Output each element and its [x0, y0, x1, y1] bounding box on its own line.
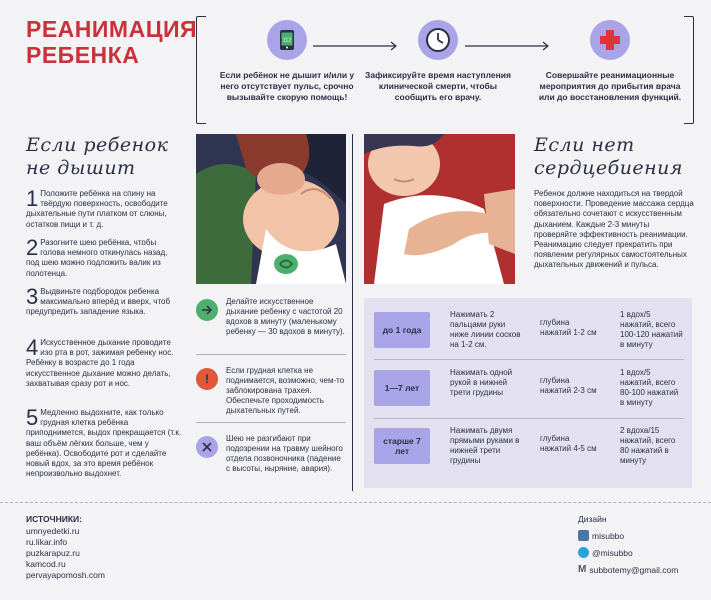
exclamation-icon: ! — [196, 368, 218, 390]
step-resuscitate — [535, 20, 685, 103]
telegram-icon — [578, 547, 589, 558]
arrow-right-icon — [196, 299, 218, 321]
cross-icon — [196, 436, 218, 458]
compression-table — [364, 298, 692, 488]
tip-blocked-airway — [196, 366, 346, 426]
clock-icon — [418, 20, 458, 60]
tip-text: Делайте искусственное дыхание ребенку с частотой 20 вдохов в минуту (маленькому ребенку — 30 вдохов в минуту). — [226, 297, 345, 336]
age-badge: 1—7 лет — [374, 370, 430, 406]
social-vk[interactable]: misubbo — [578, 530, 624, 541]
divider — [196, 354, 346, 355]
depth-cell: глубина нажатий 1-2 см — [540, 318, 597, 337]
chest-compression-illustration — [364, 134, 515, 284]
table-row — [374, 422, 684, 472]
step-text: Если ребёнок не дышит и/или у него отсутствует пульс, срочно вызывайте скорую помощь! — [219, 70, 355, 102]
source-link[interactable]: umnyedetki.ru — [26, 526, 80, 536]
method-cell: Нажимать одной рукой в нижней трети грудины — [450, 368, 513, 397]
age-badge: старше 7 лет — [374, 428, 430, 464]
list-item: 2 Разогните шею ребёнка, чтобы голова немного откинулась назад, под шею можно подложить валик из полотенца. — [26, 235, 168, 278]
step-record-time — [363, 20, 513, 103]
ratio-cell: 1 вдох/5 нажатий, всего 100-120 нажатий в минуту — [620, 310, 683, 349]
step-call-ambulance — [212, 20, 362, 103]
source-link[interactable]: kamcod.ru — [26, 559, 66, 569]
rescue-breathing-illustration — [196, 134, 346, 284]
depth-cell: глубина нажатий 4-5 см — [540, 434, 597, 453]
depth-cell: глубина нажатий 2-3 см — [540, 376, 597, 395]
table-row — [374, 364, 684, 414]
list-item: 5 Медленно выдохните, как только грудная клетка ребёнка приподнимется, выдох прекращается (т.к. ваш объём лёгких больше, чем у ребёнка). Освободите рот и сделайте новый вдох, за это время ребёнок непроизвольно выдохнет. — [26, 405, 182, 479]
ratio-cell: 1 вдох/5 нажатий, всего 80-100 нажатий в минуту — [620, 368, 679, 407]
sources-title: ИСТОЧНИКИ: — [26, 514, 82, 524]
list-item: 3 Выдвиньте подбородок ребенка максимально вперёд и вверх, чтоб предупредить западение языка. — [26, 284, 171, 317]
step-text: Совершайте реанимационные мероприятия до прибытия врача или до восстановления функций. — [538, 70, 682, 102]
medical-cross-icon — [590, 20, 630, 60]
gmail-icon: M — [578, 564, 587, 575]
divider — [352, 134, 353, 491]
source-link[interactable]: puzkarapuz.ru — [26, 548, 80, 558]
source-link[interactable]: pervayapomosh.com — [26, 570, 105, 580]
tip-breathing-rate — [196, 297, 346, 357]
ratio-cell: 2 вдоха/15 нажатий, всего 80 нажатий в минуту — [620, 426, 676, 465]
social-email[interactable]: M subbotemy@gmail.com — [578, 564, 679, 575]
list-item: 4 Искусственное дыхание проводите изо рта в рот, зажимая ребенку нос. Ребёнку в возрасте до 1 года искусственное дыхание можно делать, захватывая сразу рот и нос. — [26, 335, 174, 388]
method-cell: Нажимать двумя прямыми руками в нижней трети грудины — [450, 426, 520, 465]
page-title: РЕАНИМАЦИЯ РЕБЕНКА — [26, 16, 198, 68]
divider — [196, 422, 346, 423]
list-item: 1 Положите ребёнка на спину на твёрдую поверхность, освободите дыхательные пути платком от слюны, остатков пищи и т. д. — [26, 186, 168, 229]
step-text: Зафиксируйте время наступления клинической смерти, чтобы сообщить его врачу. — [365, 70, 511, 102]
tip-text: Шею не разгибают при подозрении на травму шейного отдела позвоночника (падение с высоты, ныряние, авария). — [226, 434, 343, 473]
design-credit-title: Дизайн — [578, 514, 607, 524]
age-badge: до 1 года — [374, 312, 430, 348]
heartbeat-description: Ребенок должне находиться на твердой поверхности. Проведение массажа сердца обязательно сочетают с искусственным дыханием. Каждые 2-3 минуты проверяйте эффективность реанимации. Реанимацию следует прекратить при появлении регулярных самостоятельных дыхательных движений и пульса. — [534, 189, 694, 270]
source-link[interactable]: ru.likar.info — [26, 537, 68, 547]
svg-text:112: 112 — [282, 37, 292, 44]
tip-neck-injury — [196, 434, 346, 494]
vk-icon — [578, 530, 589, 541]
method-cell: Нажимать 2 пальцами руки ниже линии сосков на 1-2 см. — [450, 310, 521, 349]
tip-text: Если грудная клетка не поднимается, возможно, чем-то заблокирована трахея. Обеспечьте проходимость дыхательных путей. — [226, 366, 345, 415]
phone-icon — [267, 20, 307, 60]
section-title-no-breathing: Если ребенок не дышит — [26, 134, 169, 179]
table-row — [374, 306, 684, 356]
social-telegram[interactable]: @misubbo — [578, 547, 633, 558]
section-title-no-heartbeat: Если нет сердцебиения — [534, 134, 684, 179]
